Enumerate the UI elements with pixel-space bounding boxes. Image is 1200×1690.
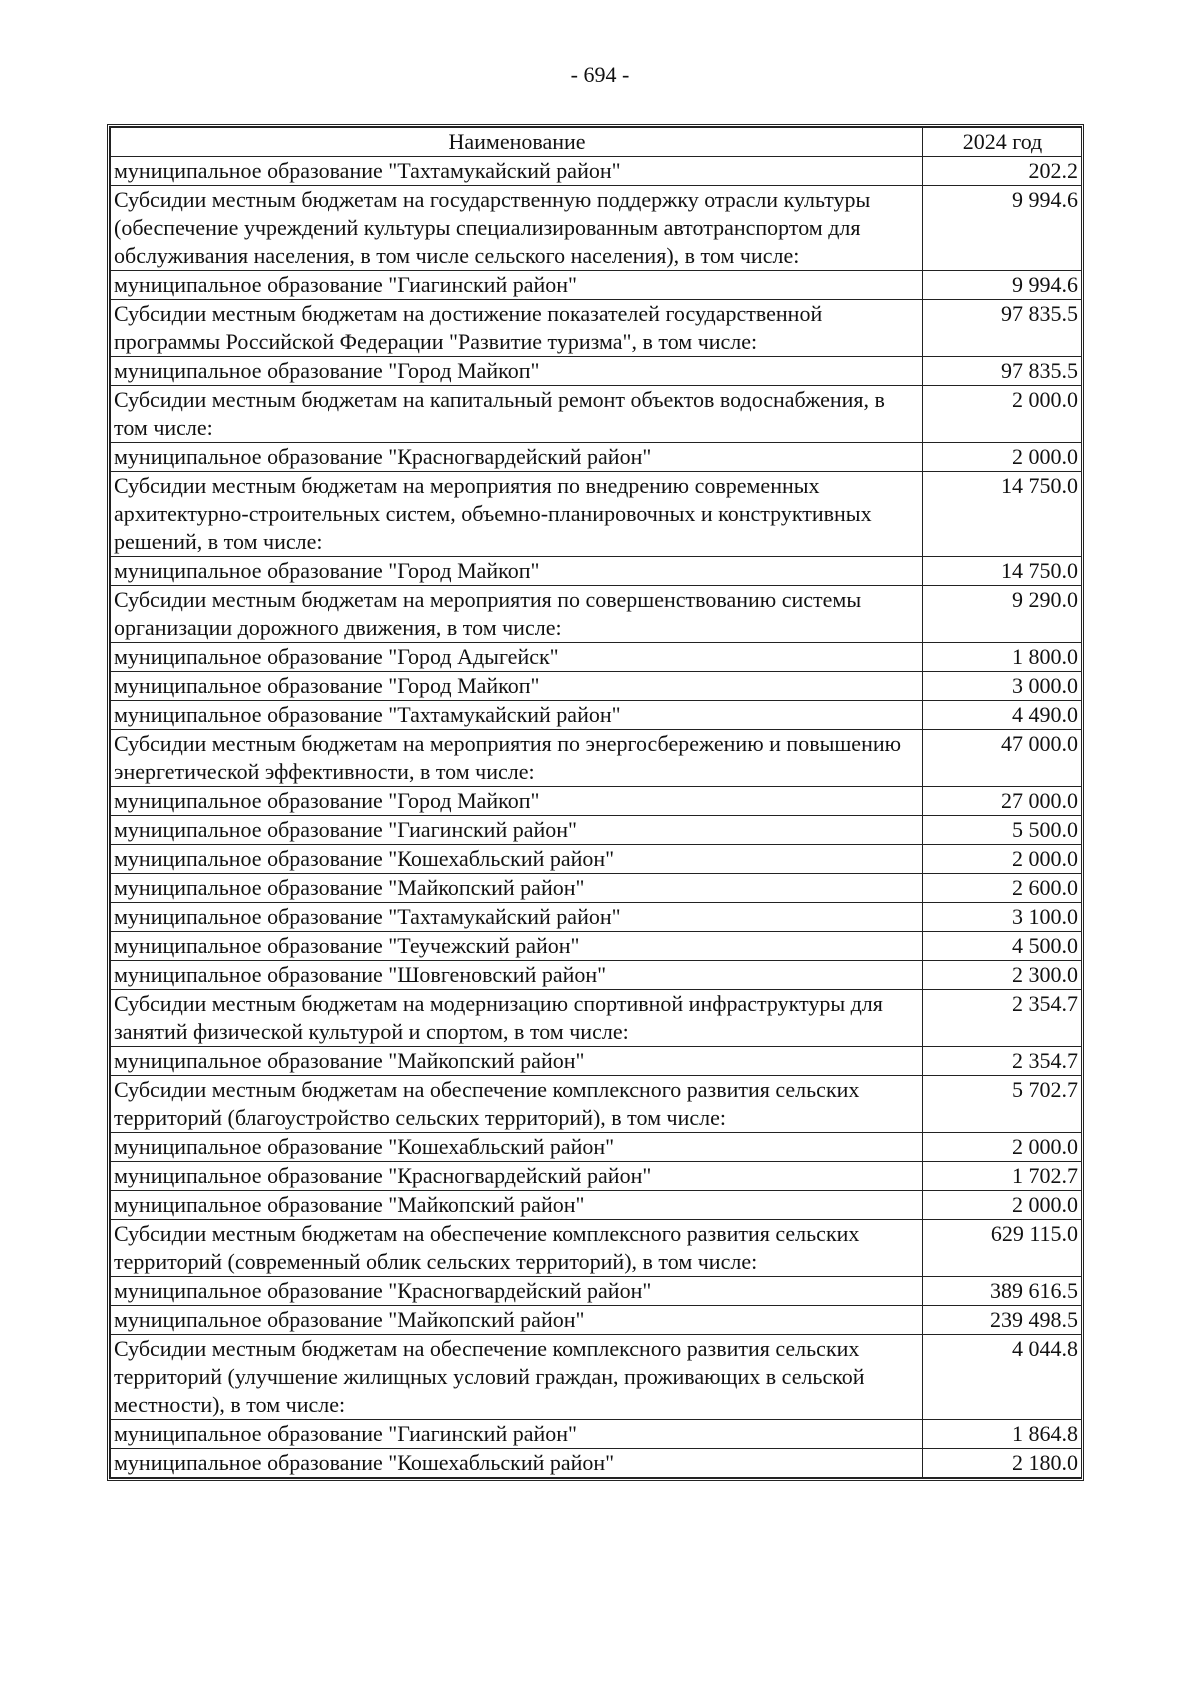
row-value: 5 500.0 (923, 816, 1082, 845)
table-row (111, 357, 1082, 386)
row-name: муниципальное образование "Город Майкоп" (111, 357, 923, 386)
row-value: 9 290.0 (923, 586, 1082, 643)
row-value: 27 000.0 (923, 787, 1082, 816)
table-row (111, 1220, 1082, 1277)
row-name: муниципальное образование "Тахтамукайский район" (111, 903, 923, 932)
row-value: 47 000.0 (923, 730, 1082, 787)
table-row (111, 386, 1082, 443)
row-name: муниципальное образование "Гиагинский район" (111, 816, 923, 845)
row-value: 14 750.0 (923, 557, 1082, 586)
table-row (111, 730, 1082, 787)
row-name: муниципальное образование "Город Майкоп" (111, 787, 923, 816)
row-value: 629 115.0 (923, 1220, 1082, 1277)
row-value: 9 994.6 (923, 271, 1082, 300)
table-row (111, 1306, 1082, 1335)
row-name: муниципальное образование "Майкопский район" (111, 1047, 923, 1076)
row-name: Субсидии местным бюджетам на мероприятия по энергосбережению и повышению энергетической эффективности, в том числе: (111, 730, 923, 787)
row-value: 2 000.0 (923, 386, 1082, 443)
table-row (111, 874, 1082, 903)
row-value: 2 000.0 (923, 1133, 1082, 1162)
table-row (111, 271, 1082, 300)
table-row (111, 1277, 1082, 1306)
table-row (111, 961, 1082, 990)
table-row (111, 1191, 1082, 1220)
row-value: 2 354.7 (923, 990, 1082, 1047)
row-value: 97 835.5 (923, 300, 1082, 357)
row-name: муниципальное образование "Город Майкоп" (111, 557, 923, 586)
table-row (111, 701, 1082, 730)
table-row (111, 557, 1082, 586)
row-name: Субсидии местным бюджетам на обеспечение комплексного развития сельских территорий (современный облик сельских территорий), в том числе: (111, 1220, 923, 1277)
subsidies-table (110, 127, 1082, 1478)
row-value: 1 864.8 (923, 1420, 1082, 1449)
table-row (111, 300, 1082, 357)
row-value: 4 490.0 (923, 701, 1082, 730)
table-row (111, 1335, 1082, 1420)
row-value: 389 616.5 (923, 1277, 1082, 1306)
table-row (111, 586, 1082, 643)
row-name: муниципальное образование "Кошехабльский район" (111, 1449, 923, 1478)
row-value: 97 835.5 (923, 357, 1082, 386)
row-name: муниципальное образование "Тахтамукайский район" (111, 701, 923, 730)
row-name: муниципальное образование "Тахтамукайский район" (111, 157, 923, 186)
table-row (111, 903, 1082, 932)
subsidies-table-frame (107, 124, 1084, 1481)
table-row (111, 443, 1082, 472)
row-value: 2 600.0 (923, 874, 1082, 903)
row-value: 2 000.0 (923, 443, 1082, 472)
row-name: муниципальное образование "Город Майкоп" (111, 672, 923, 701)
table-row (111, 1162, 1082, 1191)
row-name: муниципальное образование "Майкопский район" (111, 1191, 923, 1220)
row-name: муниципальное образование "Кошехабльский район" (111, 845, 923, 874)
table-body (111, 157, 1082, 1478)
row-name: Субсидии местным бюджетам на мероприятия по внедрению современных архитектурно-строительных систем, объемно-планировочных и конструктивных решений, в том числе: (111, 472, 923, 557)
row-value: 239 498.5 (923, 1306, 1082, 1335)
row-name: муниципальное образование "Гиагинский район" (111, 271, 923, 300)
table-header-row (111, 128, 1082, 157)
row-value: 3 100.0 (923, 903, 1082, 932)
row-name: Субсидии местным бюджетам на модернизацию спортивной инфраструктуры для занятий физической культурой и спортом, в том числе: (111, 990, 923, 1047)
row-value: 2 180.0 (923, 1449, 1082, 1478)
table-row (111, 990, 1082, 1047)
page-number: - 694 - (570, 62, 630, 87)
table-row (111, 472, 1082, 557)
table-row (111, 672, 1082, 701)
row-value: 3 000.0 (923, 672, 1082, 701)
row-value: 2 354.7 (923, 1047, 1082, 1076)
table-row (111, 1047, 1082, 1076)
row-value: 9 994.6 (923, 186, 1082, 271)
header-name: Наименование (111, 128, 923, 157)
table-row (111, 186, 1082, 271)
row-value: 4 500.0 (923, 932, 1082, 961)
table-row (111, 1076, 1082, 1133)
row-name: Субсидии местным бюджетам на достижение показателей государственной программы Российской Федерации "Развитие туризма", в том числе: (111, 300, 923, 357)
row-value: 5 702.7 (923, 1076, 1082, 1133)
table-row (111, 643, 1082, 672)
row-name: муниципальное образование "Красногвардейский район" (111, 1162, 923, 1191)
row-name: муниципальное образование "Кошехабльский район" (111, 1133, 923, 1162)
table-row (111, 1420, 1082, 1449)
table-row (111, 787, 1082, 816)
row-value: 2 000.0 (923, 1191, 1082, 1220)
row-name: муниципальное образование "Город Адыгейск" (111, 643, 923, 672)
row-value: 2 000.0 (923, 845, 1082, 874)
row-value: 14 750.0 (923, 472, 1082, 557)
row-name: муниципальное образование "Шовгеновский район" (111, 961, 923, 990)
row-value: 4 044.8 (923, 1335, 1082, 1420)
row-name: муниципальное образование "Майкопский район" (111, 1306, 923, 1335)
row-name: муниципальное образование "Гиагинский район" (111, 1420, 923, 1449)
table-row (111, 1449, 1082, 1478)
row-value: 1 800.0 (923, 643, 1082, 672)
table-row (111, 845, 1082, 874)
row-name: муниципальное образование "Теучежский район" (111, 932, 923, 961)
row-name: Субсидии местным бюджетам на капитальный ремонт объектов водоснабжения, в том числе: (111, 386, 923, 443)
table-row (111, 816, 1082, 845)
row-name: Субсидии местным бюджетам на мероприятия по совершенствованию системы организации дорожного движения, в том числе: (111, 586, 923, 643)
table-row (111, 932, 1082, 961)
table-row (111, 1133, 1082, 1162)
row-name: Субсидии местным бюджетам на обеспечение комплексного развития сельских территорий (благоустройство сельских территорий), в том числе: (111, 1076, 923, 1133)
row-name: муниципальное образование "Красногвардейский район" (111, 1277, 923, 1306)
row-value: 2 300.0 (923, 961, 1082, 990)
row-name: Субсидии местным бюджетам на государственную поддержку отрасли культуры (обеспечение учреждений культуры специализированным автотранспортом для обслуживания населения, в том числе сельского населения), в том числе: (111, 186, 923, 271)
header-year: 2024 год (923, 128, 1082, 157)
row-name: Субсидии местным бюджетам на обеспечение комплексного развития сельских территорий (улучшение жилищных условий граждан, проживающих в сельской местности), в том числе: (111, 1335, 923, 1420)
table-row (111, 157, 1082, 186)
row-value: 202.2 (923, 157, 1082, 186)
row-name: муниципальное образование "Красногвардейский район" (111, 443, 923, 472)
row-name: муниципальное образование "Майкопский район" (111, 874, 923, 903)
row-value: 1 702.7 (923, 1162, 1082, 1191)
